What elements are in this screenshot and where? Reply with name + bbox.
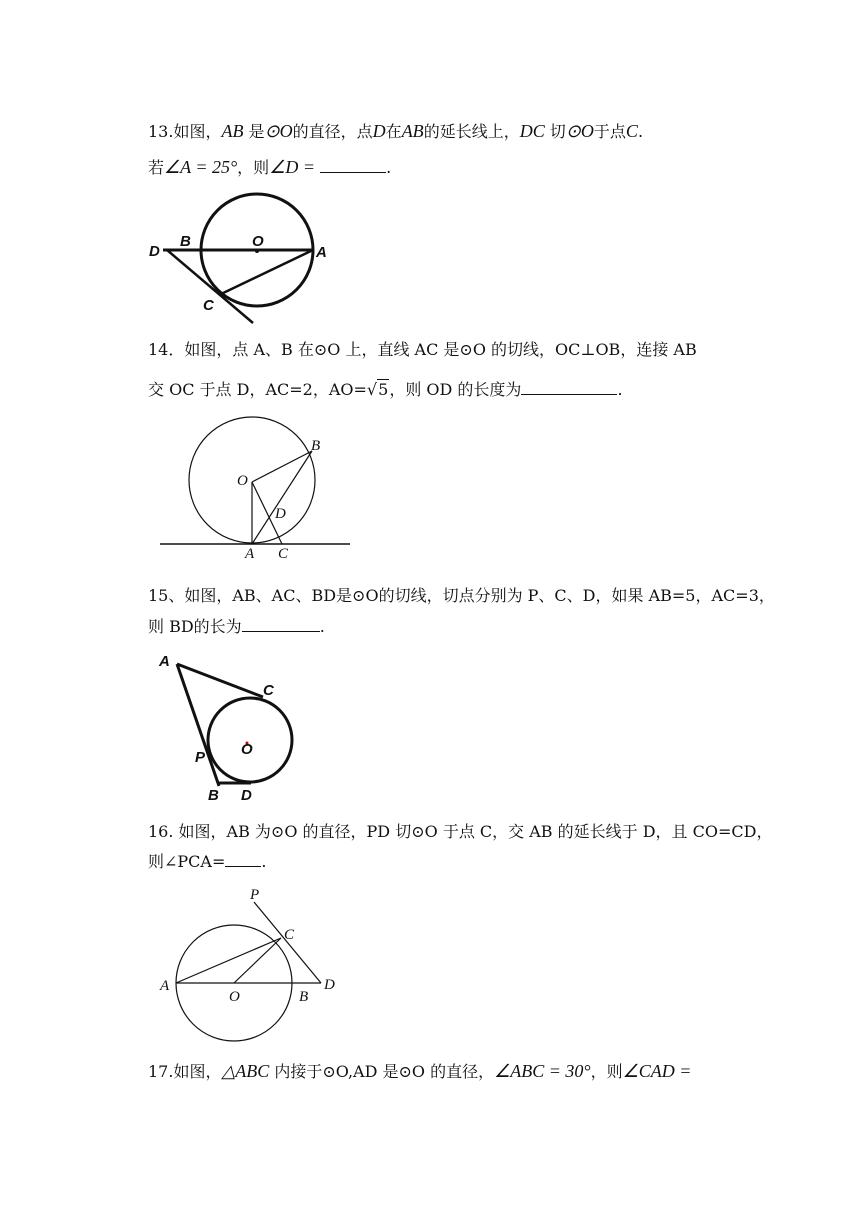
q13-math-ab: AB <box>401 121 424 141</box>
q15-text: . <box>319 617 325 636</box>
q13-text: . <box>637 122 644 141</box>
q15-figure <box>155 650 305 805</box>
q13-number: 13. <box>148 122 174 141</box>
label-d: D <box>149 243 160 260</box>
question-15 <box>148 586 775 606</box>
q13-math-c: C <box>625 121 638 141</box>
label-b: B <box>299 989 309 1005</box>
question-14-line2 <box>148 380 718 400</box>
circle-shape <box>208 698 292 782</box>
question-16-line2 <box>148 852 718 872</box>
q15-text: 则 BD的长为 <box>148 617 242 636</box>
label-b: B <box>208 787 219 804</box>
q16-diagram <box>155 885 345 1045</box>
label-a: A <box>160 978 170 994</box>
q15-text: 15、如图，AB、AC、BD是⊙O的切线，切点分别为 P、C、D，如果 AB=5，AC=3， <box>148 586 775 605</box>
radius-oc <box>234 938 281 983</box>
question-13 <box>148 121 718 142</box>
q14-text: . <box>617 380 623 399</box>
chord-ac <box>176 938 281 983</box>
question-17 <box>148 1061 718 1082</box>
q13-text: 在 <box>385 122 402 141</box>
tangent-ab <box>177 664 219 786</box>
answer-blank[interactable] <box>521 380 617 395</box>
label-b: B <box>180 233 191 250</box>
question-13-line2 <box>148 157 718 178</box>
q16-figure <box>155 885 345 1045</box>
q14-figure <box>160 415 355 565</box>
q13-text: 切 <box>544 122 566 141</box>
label-a: A <box>159 653 170 670</box>
q17-angle-cad: ∠CAD = <box>622 1061 692 1081</box>
q13-text: 如图， <box>173 122 222 141</box>
q13-text: . <box>386 158 392 177</box>
label-d: D <box>241 787 252 804</box>
label-o: O <box>241 741 253 758</box>
q13-math-ab: AB <box>221 121 244 141</box>
label-o: O <box>237 473 248 489</box>
q13-circle-o: ⊙O <box>264 121 293 141</box>
q17-triangle: △ABC <box>221 1061 270 1081</box>
segment-ab <box>252 451 312 544</box>
label-c: C <box>263 682 274 699</box>
q13-circle-o: ⊙O <box>565 121 594 141</box>
answer-blank[interactable] <box>320 158 386 173</box>
q15-diagram <box>155 650 305 805</box>
sqrt-value: 5 <box>378 380 389 399</box>
label-a: A <box>245 546 255 562</box>
q13-text: 若 <box>148 158 165 177</box>
q17-angle-abc: ∠ABC = 30° <box>494 1061 591 1081</box>
answer-blank[interactable] <box>225 852 261 867</box>
label-o: O <box>252 233 264 250</box>
q14-text: ，则 OD 的长度为 <box>389 380 522 399</box>
q13-math-dc: DC <box>519 121 545 141</box>
q13-text: ，则 <box>237 158 270 177</box>
q13-text: 的直径，点 <box>292 122 373 141</box>
question-15-line2 <box>148 617 718 637</box>
q13-figure <box>145 190 345 330</box>
q14-text: 交 OC 于点 D，AC=2，AO= <box>148 380 367 399</box>
label-b: B <box>311 438 321 454</box>
q13-angle-d: ∠D = <box>269 157 315 177</box>
q13-text: 是 <box>243 122 265 141</box>
label-p: P <box>250 887 260 903</box>
tangent-ac <box>177 664 263 697</box>
q13-text: 的延长线上， <box>423 122 520 141</box>
q13-math-d: D <box>372 121 386 141</box>
q17-text: ，则 <box>590 1062 623 1081</box>
sqrt-symbol: √ <box>366 380 378 399</box>
answer-blank[interactable] <box>242 617 320 632</box>
q13-diagram <box>145 190 345 330</box>
label-c: C <box>284 927 295 943</box>
label-d: D <box>275 506 286 522</box>
q14-diagram <box>160 415 355 565</box>
segment-ob <box>252 451 312 482</box>
label-a: A <box>316 244 327 261</box>
question-14 <box>148 340 718 360</box>
q17-text: 17.如图， <box>148 1062 222 1081</box>
q13-angle-a: ∠A = 25° <box>164 157 238 177</box>
q13-text: 于点 <box>593 122 626 141</box>
question-16 <box>148 822 773 842</box>
q16-text: 则∠PCA= <box>148 852 226 871</box>
label-p: P <box>195 749 206 766</box>
q16-text: 16. 如图，AB 为⊙O 的直径，PD 切⊙O 于点 C，交 AB 的延长线于 D，且 CO=CD， <box>148 822 773 841</box>
q16-text: . <box>261 852 267 871</box>
label-c: C <box>278 546 289 562</box>
q17-text: 内接于⊙O,AD 是⊙O 的直径， <box>269 1062 495 1081</box>
label-c: C <box>203 297 214 314</box>
label-o: O <box>229 989 240 1005</box>
label-d: D <box>324 977 335 993</box>
q14-text: 14．如图，点 A、B 在⊙O 上，直线 AC 是⊙O 的切线，OC⊥OB，连接 AB <box>148 340 697 359</box>
